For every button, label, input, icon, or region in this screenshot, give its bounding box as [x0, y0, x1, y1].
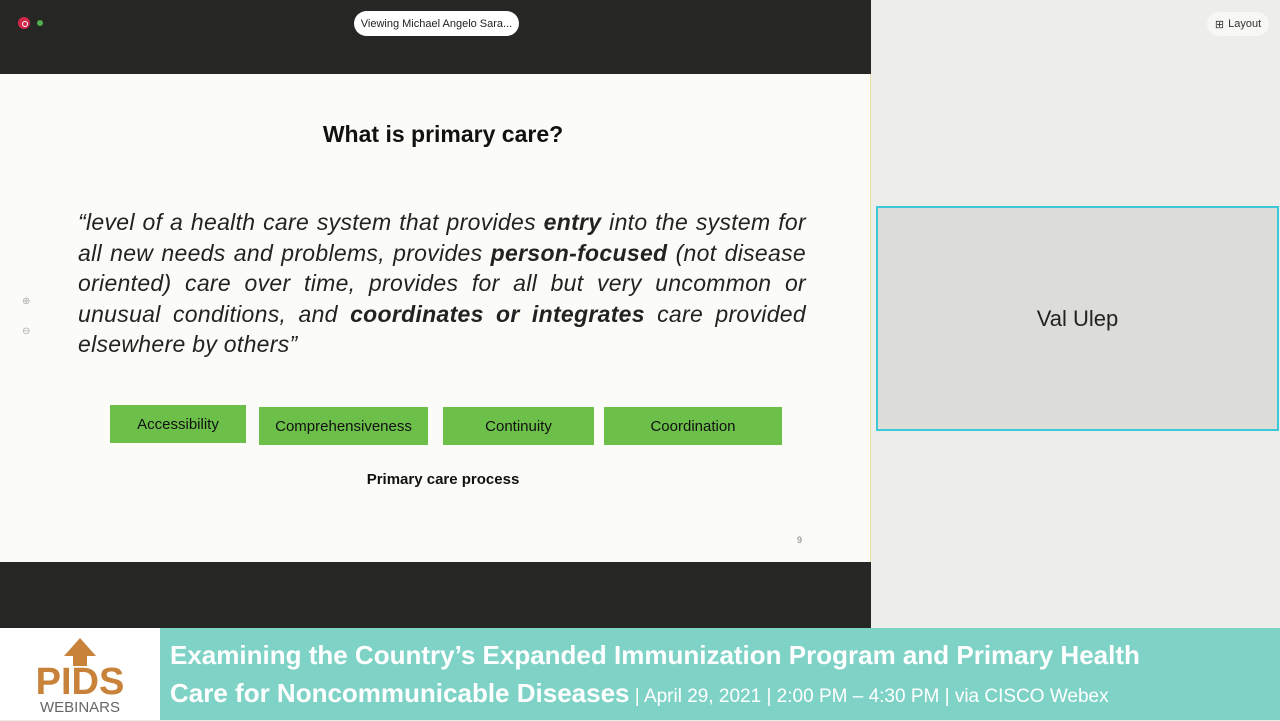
event-details: | April 29, 2021 | 2:00 PM – 4:30 PM | via CISCO Webex	[629, 686, 1109, 707]
pids-logo	[30, 636, 130, 716]
box-coordination: Coordination	[604, 407, 782, 445]
quote-emphasis: entry	[543, 209, 602, 235]
presentation-slide	[0, 74, 871, 562]
zoom-in-icon[interactable]: ⊕	[22, 296, 31, 307]
share-top-bar	[0, 0, 871, 74]
recording-icon[interactable]	[18, 17, 30, 29]
title-line-2	[170, 674, 1280, 716]
quote-emphasis: coordinates or integrates	[350, 300, 645, 327]
slide-quote	[78, 207, 806, 360]
title-line-1: Examining the Country’s Expanded Immunization Program and Primary Health	[170, 640, 1140, 670]
box-comprehensiveness: Comprehensiveness	[259, 407, 428, 445]
title-line-2-text: Care for Noncommunicable Diseases	[170, 678, 630, 708]
slide-title: What is primary care?	[322, 121, 564, 147]
svg-text:WEBINARS: WEBINARS	[39, 699, 121, 716]
slide-caption: Primary care process	[366, 471, 520, 488]
quote-text: “level of a health care system that provides	[78, 209, 544, 235]
grid-icon: ⊞	[1214, 18, 1225, 31]
status-dot-icon	[37, 20, 43, 26]
box-continuity: Continuity	[443, 407, 594, 445]
box-accessibility: Accessibility	[110, 405, 246, 443]
zoom-out-icon[interactable]: ⊖	[22, 326, 31, 337]
participant-name: Val Ulep	[1036, 305, 1119, 331]
layout-button[interactable]	[1207, 12, 1269, 36]
quote-text: care provided elsewhere by others”	[78, 300, 806, 357]
quote-emphasis: person-focused	[490, 239, 668, 266]
webinar-title	[160, 628, 1280, 720]
slide-page-number: 9	[797, 535, 803, 545]
viewing-indicator[interactable]: Viewing Michael Angelo Sara...	[354, 11, 519, 36]
quote-text: into the system for all new needs and problems, provides	[78, 209, 806, 266]
quote-text: (not disease oriented) care over time, provides for all but very uncommon or unusual conditions, and	[78, 239, 806, 327]
svg-text:PIDS: PIDS	[35, 661, 125, 703]
layout-label: Layout	[1228, 18, 1262, 30]
webinar-banner	[0, 628, 1280, 720]
participant-video-tile[interactable]	[876, 206, 1279, 431]
